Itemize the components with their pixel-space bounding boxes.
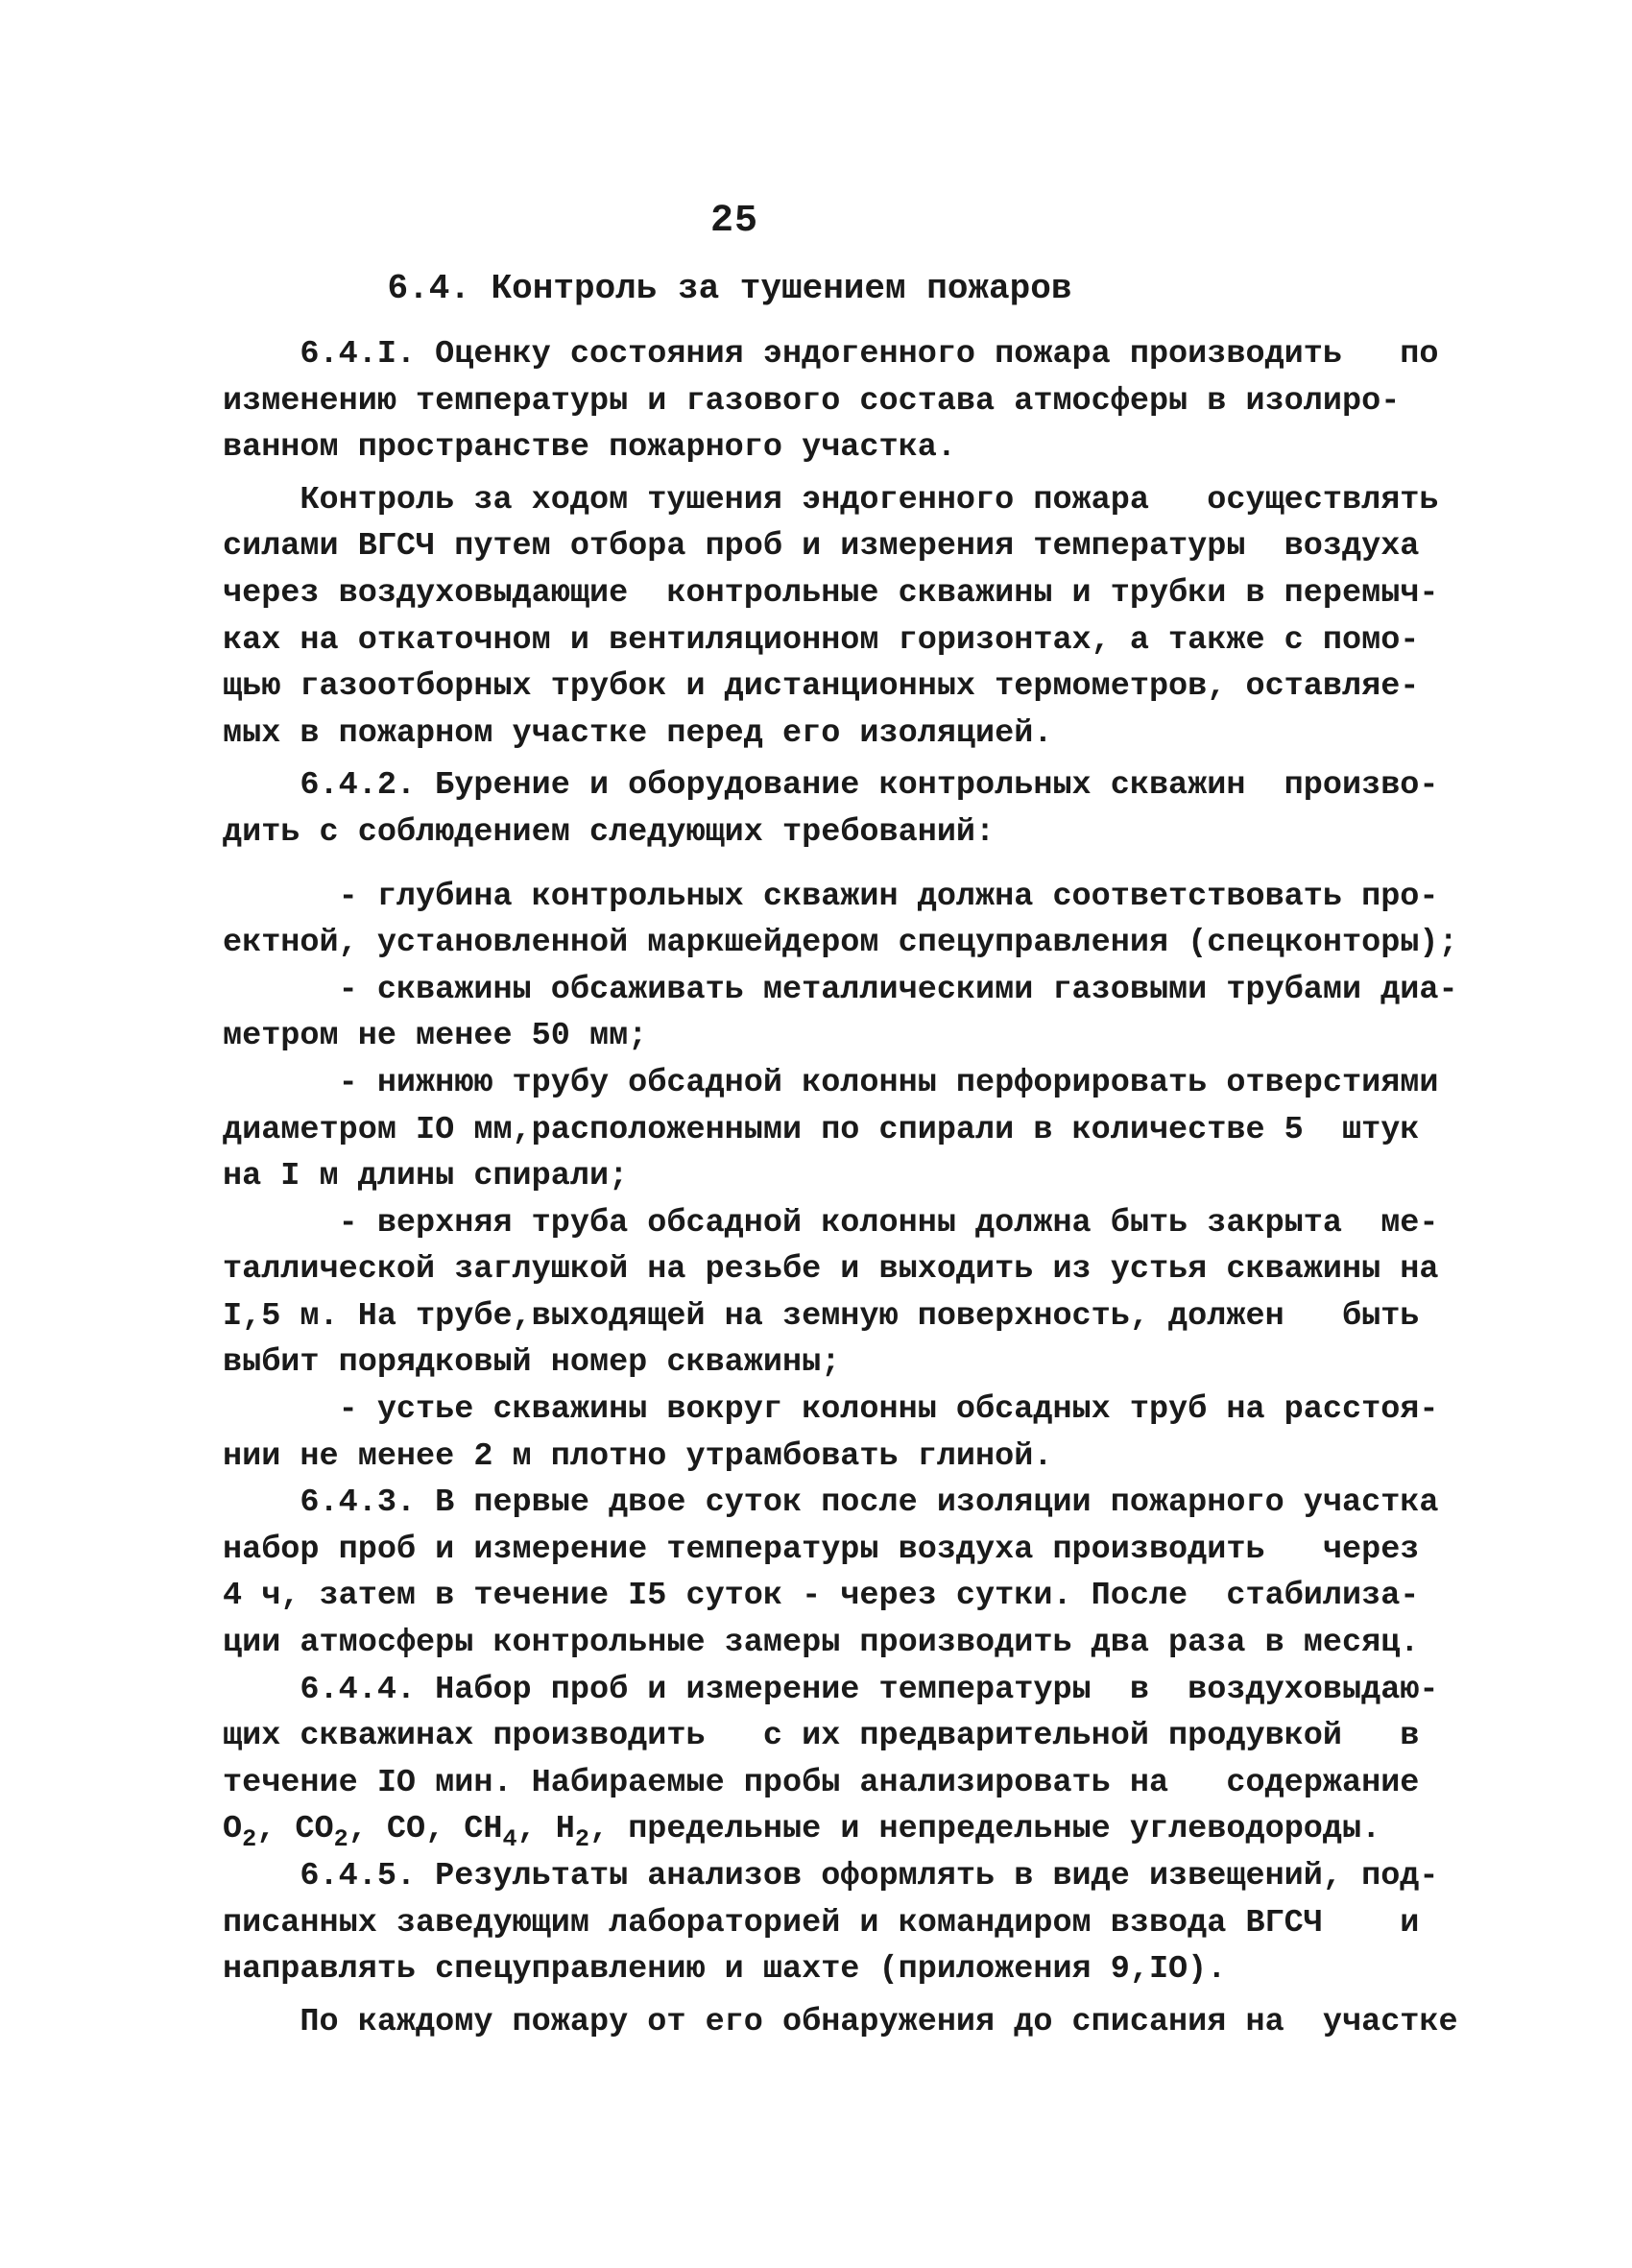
text-line: выбит порядковый номер скважины; bbox=[223, 1344, 841, 1382]
text-line: I,5 м. На трубе,выходящей на земную поверхность, должен быть bbox=[223, 1297, 1420, 1335]
formula-o2: O bbox=[223, 1811, 243, 1848]
section-title: 6.4. Контроль за тушением пожаров bbox=[387, 269, 1072, 308]
list-item: - скважины обсаживать металлическими газовыми трубами диа- bbox=[223, 971, 1458, 1008]
text-line: ектной, установленной маркшейдером спецуправления (спецконторы); bbox=[223, 925, 1458, 962]
text-line: 6.4.I. Оценку состояния эндогенного пожара производить по bbox=[223, 336, 1439, 373]
page-number: 25 bbox=[709, 200, 758, 243]
formula-o2-sub: 2 bbox=[242, 1825, 257, 1854]
text-line: ках на откаточном и вентиляционном горизонтах, а также с помо- bbox=[223, 621, 1420, 659]
text-line: мых в пожарном участке перед его изоляцией. bbox=[223, 714, 1053, 752]
text-line: ванном пространстве пожарного участка. bbox=[223, 429, 956, 467]
text-line: писанных заведующим лабораторией и командиром взвода ВГСЧ и bbox=[223, 1904, 1420, 1942]
text-line: на I м длины спирали; bbox=[223, 1158, 629, 1195]
formula-co-ch4: , CO, CH bbox=[348, 1811, 503, 1848]
text-line: набор проб и измерение температуры воздуха производить через bbox=[223, 1531, 1420, 1568]
body-text bbox=[223, 331, 1461, 2045]
text-line: изменению температуры и газового состава атмосферы в изолиро- bbox=[223, 382, 1401, 420]
text-line: течение IO мин. Набираемые пробы анализировать на содержание bbox=[223, 1764, 1420, 1801]
list-item: - устье скважины вокруг колонны обсадных труб на расстоя- bbox=[223, 1391, 1439, 1429]
text-line: щью газоотборных трубок и дистанционных термометров, оставляе- bbox=[223, 668, 1420, 706]
text-line: направлять спецуправлению и шахте (приложения 9,IO). bbox=[223, 1951, 1227, 1989]
list-item: - нижнюю трубу обсадной колонны перфорировать отверстиями bbox=[223, 1064, 1439, 1101]
text-line: диаметром IO мм,расположенными по спирали в количестве 5 штук bbox=[223, 1111, 1420, 1148]
formula-ch4-sub: 4 bbox=[502, 1825, 517, 1854]
text-line: метром не менее 50 мм; bbox=[223, 1018, 648, 1055]
list-item: - верхняя труба обсадной колонны должна быть закрыта ме- bbox=[223, 1204, 1439, 1242]
text-line: таллической заглушкой на резьбе и выходить из устья скважины на bbox=[223, 1251, 1439, 1289]
text-line: дить с соблюдением следующих требований: bbox=[223, 813, 996, 851]
text-line: 6.4.2. Бурение и оборудование контрольных скважин произво- bbox=[223, 767, 1439, 805]
text-line: через воздуховыдающие контрольные скважины и трубки в перемыч- bbox=[223, 574, 1439, 612]
formula-h2: , H bbox=[516, 1811, 575, 1848]
list-item: - глубина контрольных скважин должна соответствовать про- bbox=[223, 878, 1439, 915]
formula-co2-sub: 2 bbox=[333, 1825, 348, 1854]
formula-h2-sub: 2 bbox=[574, 1825, 589, 1854]
text-line: 6.4.3. В первые двое суток после изоляции пожарного участка bbox=[223, 1484, 1439, 1522]
text-line: По каждому пожару от его обнаружения до списания на участке bbox=[223, 2003, 1458, 2040]
formula-line bbox=[223, 1806, 1461, 1853]
text-line: 6.4.4. Набор проб и измерение температуры в воздуховыдаю- bbox=[223, 1671, 1439, 1708]
formula-rest: , предельные и непредельные углеводороды. bbox=[588, 1811, 1381, 1848]
text-line: Контроль за ходом тушения эндогенного пожара осуществлять bbox=[223, 481, 1439, 519]
text-line: щих скважинах производить с их предварительной продувкой в bbox=[223, 1718, 1420, 1755]
text-line: 4 ч, затем в течение I5 суток - через сутки. После стабилиза- bbox=[223, 1578, 1420, 1615]
text-line: 6.4.5. Результаты анализов оформлять в виде извещений, под- bbox=[223, 1858, 1439, 1894]
text-line: нии не менее 2 м плотно утрамбовать глиной. bbox=[223, 1437, 1053, 1475]
formula-co2: , CO bbox=[256, 1811, 334, 1848]
text-line: ции атмосферы контрольные замеры производить два раза в месяц. bbox=[223, 1625, 1420, 1662]
text-line: силами ВГСЧ путем отбора проб и измерения температуры воздуха bbox=[223, 528, 1420, 566]
